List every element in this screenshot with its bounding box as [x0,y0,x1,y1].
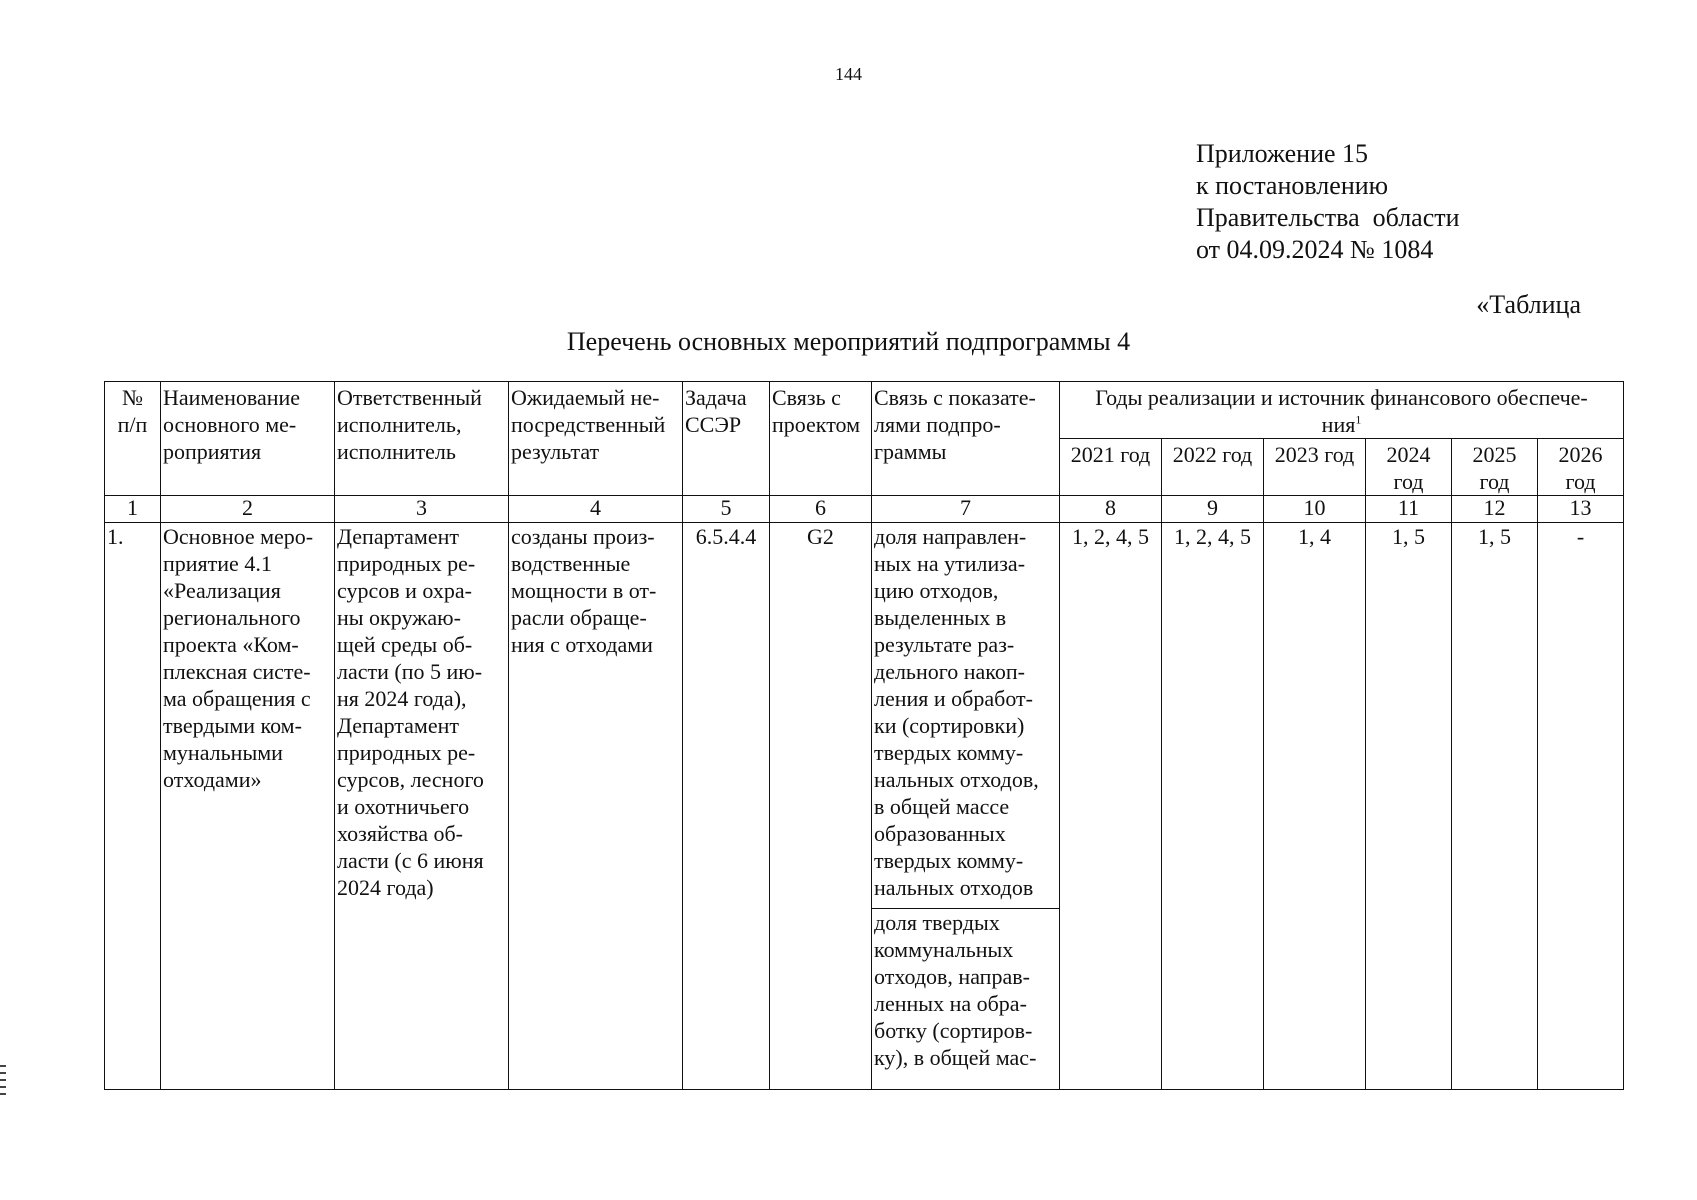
column-number-13: 13 [1538,496,1624,523]
row-measure-name: Основное меро- приятие 4.1 «Реализация регионального проекта «Ком- плексная систе- ма обращения с твердыми ком- мунальными отходами» [161,523,335,1090]
column-number-2: 2 [161,496,335,523]
row-project: G2 [770,523,872,1090]
document-title [0,327,1697,357]
header-executor: Ответственный исполнитель, исполнитель [335,382,509,496]
row-number: 1. [105,523,161,1090]
column-number-10: 10 [1264,496,1366,523]
column-number-6: 6 [770,496,872,523]
table-label: «Таблица [1476,290,1581,319]
header-task: Задача ССЭР [683,382,770,496]
indicator-2: доля твердых коммунальных отходов, направ- ленных на обра- ботку (сортиров- ку), в общей мас- [874,910,1037,1070]
header-years-footnote: 1 [1355,412,1362,427]
row-year-2022: 1, 2, 4, 5 [1162,523,1264,1090]
scan-mark [0,1079,6,1081]
scan-mark [0,1065,6,1067]
row-year-2025: 1, 5 [1452,523,1538,1090]
appendix-line-2: к постановлению [1196,171,1389,200]
row-year-2026: - [1538,523,1624,1090]
row-executor: Департамент природных ре- сурсов и охра- ны окружаю- щей среды об- ласти (по 5 ию- ня 2024 года), Департамент природных ре- сурсов, лесного и охотничьего хозяйства об- ласти (с 6 июня 2024 года) [335,523,509,1090]
header-year-2022: 2022 год [1162,439,1264,496]
header-year-2023: 2023 год [1264,439,1366,496]
header-measure-name: Наименование основного ме- роприятия [161,382,335,496]
column-number-5: 5 [683,496,770,523]
header-number: № п/п [105,382,161,496]
row-year-2024: 1, 5 [1366,523,1452,1090]
scan-edge-marks [0,1065,6,1100]
row-expected-result: созданы произ- водственные мощности в от- расли обраще- ния с отходами [509,523,683,1090]
header-year-2021: 2021 год [1060,439,1162,496]
scan-mark [0,1086,6,1088]
column-number-7: 7 [872,496,1060,523]
indicator-1: доля направлен- ных на утилиза- цию отходов, выделенных в результате раз- дельного накоп- ления и обработ- ки (сортировки) твердых комму- нальных отходов, в общей массе образованных твердых комму- нальных отходов [872,523,1059,909]
column-number-1: 1 [105,496,161,523]
header-year-2025: 2025 год [1452,439,1538,496]
document-title-text: Перечень основных мероприятий подпрограммы 4 [566,327,1131,356]
column-number-4: 4 [509,496,683,523]
measures-table [104,381,1624,1090]
page-number: 144 [835,64,862,84]
scan-mark [0,1072,6,1074]
appendix-line-4: от 04.09.2024 № 1084 [1196,235,1434,264]
row-indicators [872,523,1060,1090]
appendix-line-3: Правительства области [1196,203,1460,232]
column-number-12: 12 [1452,496,1538,523]
appendix-line-1: Приложение 15 [1196,139,1369,168]
header-years-group-text: Годы реализации и источник финансового обеспече- ния [1095,385,1588,437]
column-number-9: 9 [1162,496,1264,523]
column-number-3: 3 [335,496,509,523]
column-number-8: 8 [1060,496,1162,523]
appendix-block [1196,138,1460,266]
column-number-11: 11 [1366,496,1452,523]
header-year-2024: 2024 год [1366,439,1452,496]
row-year-2023: 1, 4 [1264,523,1366,1090]
header-row-1 [105,382,1624,439]
measures-table-wrapper [104,381,1624,1090]
row-year-2021: 1, 2, 4, 5 [1060,523,1162,1090]
header-project-link: Связь с проектом [770,382,872,496]
header-indicator-link: Связь с показате- лями подпро- граммы [872,382,1060,496]
header-year-2026: 2026 год [1538,439,1624,496]
table-row [105,523,1624,1090]
scan-mark [0,1093,6,1095]
row-task: 6.5.4.4 [683,523,770,1090]
column-number-row [105,496,1624,523]
header-expected-result: Ожидаемый не- посредственный результат [509,382,683,496]
header-years-group [1060,382,1624,439]
